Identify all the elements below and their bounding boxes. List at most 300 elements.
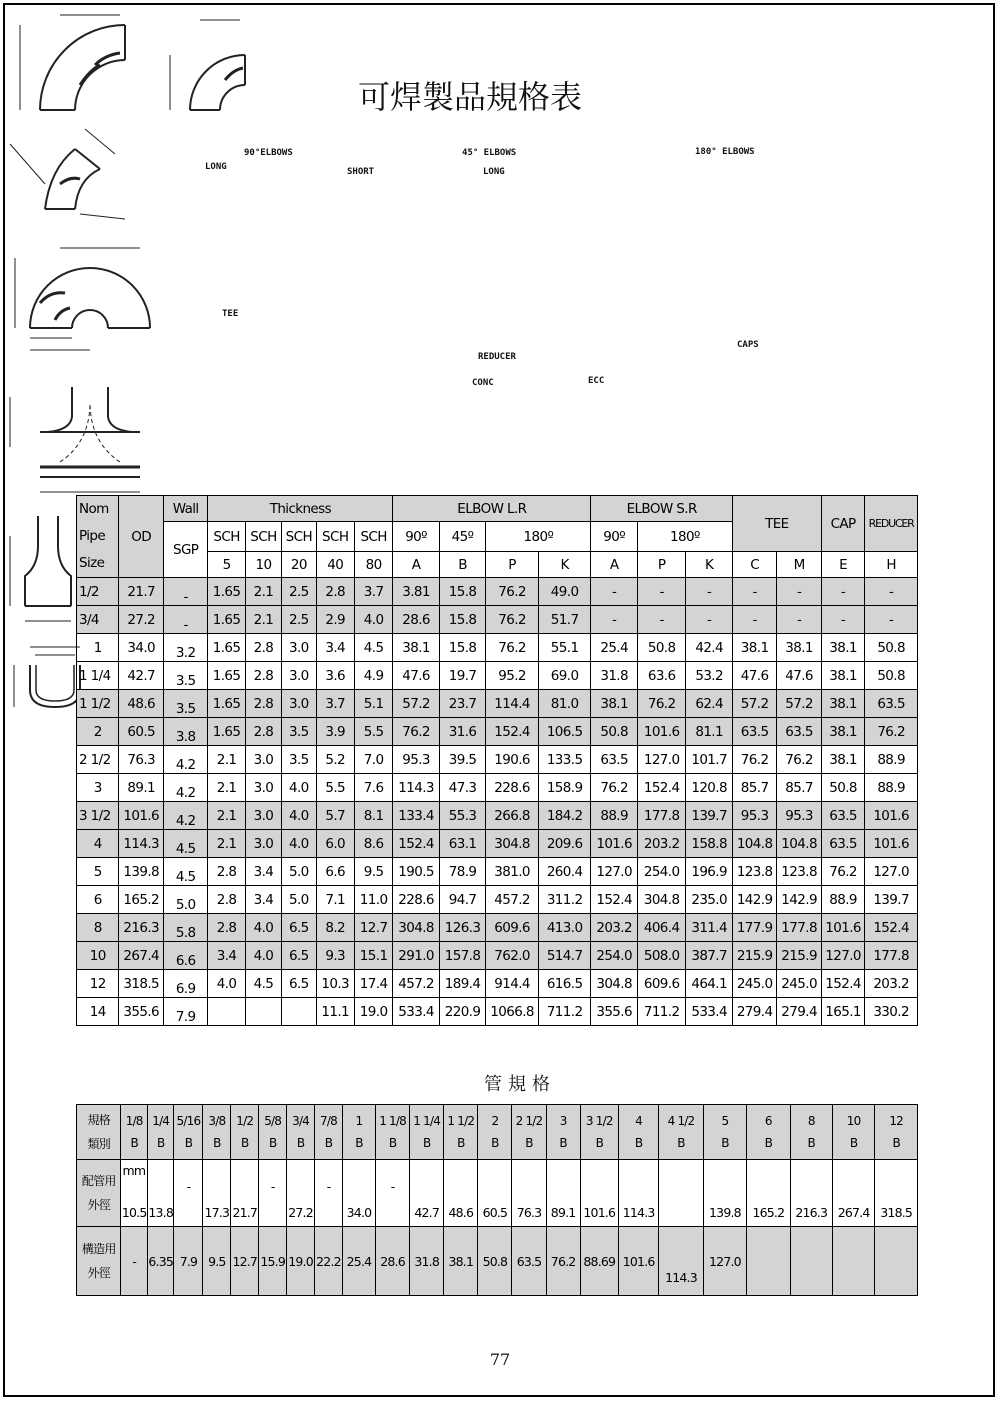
structural-od-row <box>77 1227 918 1296</box>
spec-cell: 464.1 <box>686 970 732 998</box>
od-header: OD <box>119 496 163 578</box>
spec-cell: 5.1 <box>354 690 392 718</box>
spec-cell: 95.2 <box>486 662 539 690</box>
spec-cell: 6.9 <box>163 970 207 998</box>
spec-cell: 304.8 <box>591 970 637 998</box>
spec-cell: 254.0 <box>637 858 686 886</box>
spec-cell: 152.4 <box>591 886 637 914</box>
pipe-size-cell: 6 <box>77 886 119 914</box>
spec-cell: 38.1 <box>591 690 637 718</box>
spec-cell: 55.3 <box>439 802 485 830</box>
structural-od-cell: 6.35 <box>147 1227 174 1296</box>
spec-cell: 215.9 <box>732 942 776 970</box>
structural-od-cell: 12.7 <box>231 1227 259 1296</box>
wall-header: Wall <box>163 496 207 522</box>
spec-cell: 304.8 <box>637 886 686 914</box>
spec-cell: 165.1 <box>821 998 864 1026</box>
spec-cell: 19.0 <box>354 998 392 1026</box>
piping-od-cell: 21.7 <box>231 1160 259 1227</box>
spec-cell: 152.4 <box>865 914 918 942</box>
spec-cell: 3.6 <box>316 662 354 690</box>
spec-cell: 203.2 <box>865 970 918 998</box>
spec-cell: 38.1 <box>821 634 864 662</box>
spec-cell: 9.5 <box>354 858 392 886</box>
spec-cell: 78.9 <box>439 858 485 886</box>
spec-cell: 267.4 <box>119 942 163 970</box>
spec-cell: 38.1 <box>777 634 821 662</box>
spec-cell: 165.2 <box>119 886 163 914</box>
spec-cell: 209.6 <box>538 830 591 858</box>
spec-cell: 101.6 <box>821 914 864 942</box>
sch-20: 20 <box>282 552 316 578</box>
spec-cell: 88.9 <box>591 802 637 830</box>
spec-cell: 120.8 <box>686 774 732 802</box>
piping-od-label: 配管用 外徑 <box>77 1160 121 1227</box>
spec-cell: - <box>163 578 207 606</box>
spec-cell: 101.6 <box>865 802 918 830</box>
pipe-size-cell: 2 <box>77 718 119 746</box>
col-letter: A <box>591 552 637 578</box>
piping-od-cell: - <box>315 1160 343 1227</box>
spec-cell: 4.2 <box>163 774 207 802</box>
page-title: 可焊製品規格表 <box>357 78 582 116</box>
spec-cell: 15.8 <box>439 634 485 662</box>
spec-cell: 609.6 <box>486 914 539 942</box>
spec-cell: 3.0 <box>282 662 316 690</box>
spec-cell: 2.1 <box>208 774 245 802</box>
structural-od-cell: 7.9 <box>174 1227 203 1296</box>
spec-cell: 279.4 <box>732 998 776 1026</box>
pipe-size-cell: 2 1/2 <box>77 746 119 774</box>
pipe-size-header: 5/16 B <box>174 1105 203 1160</box>
spec-cell: 94.7 <box>439 886 485 914</box>
spec-cell: 11.0 <box>354 886 392 914</box>
structural-od-cell: - <box>121 1227 148 1296</box>
spec-cell: 63.5 <box>821 802 864 830</box>
sch-header: SCH <box>316 522 354 552</box>
structural-od-cell: 15.9 <box>259 1227 287 1296</box>
spec-row <box>77 830 918 858</box>
spec-cell: - <box>637 606 686 634</box>
spec-cell: 38.1 <box>821 662 864 690</box>
spec-cell: - <box>777 578 821 606</box>
spec-cell: 2.9 <box>316 606 354 634</box>
spec-cell: 5.7 <box>316 802 354 830</box>
spec-cell: 1.65 <box>208 606 245 634</box>
piping-od-cell <box>659 1160 703 1227</box>
spec-cell: 3.4 <box>245 886 281 914</box>
spec-cell: 1.65 <box>208 662 245 690</box>
spec-cell: 104.8 <box>732 830 776 858</box>
spec-cell: 76.2 <box>591 774 637 802</box>
col-letter: K <box>686 552 732 578</box>
spec-cell: 2.8 <box>316 578 354 606</box>
spec-cell: 457.2 <box>393 970 439 998</box>
spec-cell: 76.2 <box>393 718 439 746</box>
spec-cell: 63.1 <box>439 830 485 858</box>
elbow45-long-label: LONG <box>483 167 505 177</box>
spec-cell: 2.8 <box>245 662 281 690</box>
elbow90-long-label: LONG <box>205 162 227 172</box>
spec-row <box>77 802 918 830</box>
spec-cell: 2.8 <box>245 634 281 662</box>
structural-od-cell <box>832 1227 874 1296</box>
pipe-size-header: 1/8 B <box>121 1105 148 1160</box>
spec-cell: 711.2 <box>637 998 686 1026</box>
spec-cell: 31.6 <box>439 718 485 746</box>
spec-cell: 245.0 <box>732 970 776 998</box>
sr-180-header: 180º <box>637 522 732 552</box>
spec-cell: 76.2 <box>486 578 539 606</box>
spec-cell: 4.5 <box>245 970 281 998</box>
spec-cell: 216.3 <box>119 914 163 942</box>
spec-cell: 85.7 <box>732 774 776 802</box>
spec-cell: 711.2 <box>538 998 591 1026</box>
pipe-size-header: 10 B <box>832 1105 874 1160</box>
structural-od-cell: 76.2 <box>546 1227 580 1296</box>
thickness-header: Thickness <box>208 496 393 522</box>
spec-cell: 38.1 <box>821 746 864 774</box>
spec-cell: 34.0 <box>119 634 163 662</box>
pipe-size-cell: 14 <box>77 998 119 1026</box>
spec-cell: 5.0 <box>163 886 207 914</box>
spec-cell: 355.6 <box>591 998 637 1026</box>
piping-od-cell: 267.4 <box>832 1160 874 1227</box>
col-letter: C <box>732 552 776 578</box>
pipe-size-header: 6 B <box>747 1105 790 1160</box>
spec-cell: 3.5 <box>282 718 316 746</box>
spec-cell: 51.7 <box>538 606 591 634</box>
spec-cell: 47.6 <box>732 662 776 690</box>
piping-od-cell: 13.8 <box>147 1160 174 1227</box>
spec-cell: 60.5 <box>119 718 163 746</box>
structural-od-cell: 19.0 <box>287 1227 315 1296</box>
spec-cell: 235.0 <box>686 886 732 914</box>
spec-cell: 139.7 <box>686 802 732 830</box>
structural-od-cell: 88.69 <box>580 1227 618 1296</box>
spec-cell: 514.7 <box>538 942 591 970</box>
spec-cell: 89.1 <box>119 774 163 802</box>
spec-cell: 104.8 <box>777 830 821 858</box>
spec-row <box>77 942 918 970</box>
piping-od-cell: 27.2 <box>287 1160 315 1227</box>
spec-cell: 50.8 <box>865 662 918 690</box>
col-letter: H <box>865 552 918 578</box>
spec-cell: 1.65 <box>208 690 245 718</box>
spec-cell: 101.7 <box>686 746 732 774</box>
spec-cell: 4.5 <box>354 634 392 662</box>
spec-cell: 10.3 <box>316 970 354 998</box>
spec-cell: 142.9 <box>732 886 776 914</box>
pipe-size-header: 5 B <box>703 1105 746 1160</box>
spec-cell: 457.2 <box>486 886 539 914</box>
pipe-size-header: 3/4 B <box>287 1105 315 1160</box>
structural-od-cell: 31.8 <box>410 1227 444 1296</box>
spec-cell: 49.0 <box>538 578 591 606</box>
spec-cell: - <box>821 578 864 606</box>
spec-cell: 114.3 <box>119 830 163 858</box>
spec-cell: 63.5 <box>821 830 864 858</box>
spec-cell: 330.2 <box>865 998 918 1026</box>
lr-90-header: 90º <box>393 522 439 552</box>
spec-cell <box>208 998 245 1026</box>
elbow45-title: 45° ELBOWS <box>462 148 517 158</box>
sch-80: 80 <box>354 552 392 578</box>
pipe-size-cell: 10 <box>77 942 119 970</box>
pipe-size-header: 3 B <box>546 1105 580 1160</box>
spec-cell: 177.9 <box>732 914 776 942</box>
spec-cell: 196.9 <box>686 858 732 886</box>
piping-od-cell: 318.5 <box>875 1160 918 1227</box>
pipe-spec-title: 管規格 <box>484 1074 556 1095</box>
structural-od-cell <box>790 1227 832 1296</box>
pipe-size-cell: 3/4 <box>77 606 119 634</box>
pipe-size-header: 3 1/2 B <box>580 1105 618 1160</box>
spec-row <box>77 578 918 606</box>
elbow90-title: 90°ELBOWS <box>244 148 293 158</box>
spec-cell: - <box>163 606 207 634</box>
spec-cell: 139.8 <box>119 858 163 886</box>
sch-header: SCH <box>208 522 245 552</box>
lr-45-header: 45º <box>439 522 485 552</box>
spec-cell: 50.8 <box>637 634 686 662</box>
spec-cell: 2.5 <box>282 606 316 634</box>
spec-cell: 81.0 <box>538 690 591 718</box>
col-letter: P <box>637 552 686 578</box>
sgp-header: SGP <box>163 522 207 578</box>
spec-cell: 123.8 <box>732 858 776 886</box>
spec-cell: 190.6 <box>486 746 539 774</box>
spec-cell: 85.7 <box>777 774 821 802</box>
spec-cell: 228.6 <box>393 886 439 914</box>
spec-cell: 4.0 <box>282 802 316 830</box>
pipe-size-cell: 8 <box>77 914 119 942</box>
sr-90-header: 90º <box>591 522 637 552</box>
spec-cell: 114.3 <box>393 774 439 802</box>
spec-row <box>77 606 918 634</box>
spec-cell: 5.5 <box>354 718 392 746</box>
structural-od-cell <box>875 1227 918 1296</box>
spec-cell: 76.2 <box>486 606 539 634</box>
spec-cell: 3.0 <box>245 746 281 774</box>
spec-cell: 3.2 <box>163 634 207 662</box>
reducer-conc-label: CONC <box>472 378 494 388</box>
pipe-spec-table <box>76 1104 918 1296</box>
cap-header: CAP <box>821 496 864 552</box>
spec-cell: 3.0 <box>245 802 281 830</box>
spec-cell: 50.8 <box>821 774 864 802</box>
spec-cell: 57.2 <box>393 690 439 718</box>
spec-cell: 7.1 <box>316 886 354 914</box>
spec-cell: - <box>686 578 732 606</box>
pipe-size-header: 1 1/8 B <box>376 1105 410 1160</box>
spec-cell: 88.9 <box>865 746 918 774</box>
spec-row <box>77 746 918 774</box>
structural-od-cell: 25.4 <box>342 1227 375 1296</box>
spec-cell: 6.0 <box>316 830 354 858</box>
spec-cell: - <box>686 606 732 634</box>
spec-cell: 8.1 <box>354 802 392 830</box>
col-letter: M <box>777 552 821 578</box>
spec-cell: 266.8 <box>486 802 539 830</box>
spec-cell: 39.5 <box>439 746 485 774</box>
caps-title: CAPS <box>737 340 759 350</box>
spec-row <box>77 718 918 746</box>
spec-cell: 203.2 <box>591 914 637 942</box>
spec-cell: 533.4 <box>393 998 439 1026</box>
spec-cell: 7.0 <box>354 746 392 774</box>
spec-cell: 63.6 <box>637 662 686 690</box>
spec-cell: 190.5 <box>393 858 439 886</box>
spec-cell: 4.2 <box>163 746 207 774</box>
spec-cell: 15.8 <box>439 578 485 606</box>
spec-cell: 189.4 <box>439 970 485 998</box>
piping-od-cell: 89.1 <box>546 1160 580 1227</box>
spec-cell: 508.0 <box>637 942 686 970</box>
spec-cell: 5.0 <box>282 858 316 886</box>
spec-cell: 2.5 <box>282 578 316 606</box>
spec-cell: - <box>591 606 637 634</box>
nom-pipe-size-header: Nom Pipe Size <box>77 496 119 578</box>
sch-10: 10 <box>245 552 281 578</box>
sch-header: SCH <box>354 522 392 552</box>
spec-cell: 158.9 <box>538 774 591 802</box>
spec-cell: 2.8 <box>208 914 245 942</box>
spec-cell: 4.0 <box>282 830 316 858</box>
spec-cell: 76.2 <box>486 634 539 662</box>
spec-cell: 6.5 <box>282 970 316 998</box>
spec-cell: 25.4 <box>591 634 637 662</box>
spec-row <box>77 998 918 1026</box>
piping-od-cell: 42.7 <box>410 1160 444 1227</box>
spec-cell: 15.1 <box>354 942 392 970</box>
spec-cell: 2.8 <box>245 690 281 718</box>
spec-cell: 114.4 <box>486 690 539 718</box>
structural-od-cell: 9.5 <box>203 1227 231 1296</box>
tee-title: TEE <box>222 309 239 319</box>
pipe-size-cell: 4 <box>77 830 119 858</box>
tee-header: TEE <box>732 496 821 552</box>
spec-cell: 177.8 <box>637 802 686 830</box>
spec-cell: 127.0 <box>821 942 864 970</box>
spec-cell: 5.8 <box>163 914 207 942</box>
structural-od-cell: 38.1 <box>444 1227 478 1296</box>
lr-180-header: 180º <box>486 522 591 552</box>
spec-cell: 47.6 <box>777 662 821 690</box>
pipe-size-header: 2 B <box>478 1105 512 1160</box>
spec-cell: 3.9 <box>316 718 354 746</box>
spec-cell: 127.0 <box>591 858 637 886</box>
spec-cell: 139.7 <box>865 886 918 914</box>
spec-cell: 158.8 <box>686 830 732 858</box>
spec-cell: 4.0 <box>245 914 281 942</box>
pipe-size-header: 1/2 B <box>231 1105 259 1160</box>
spec-cell: 413.0 <box>538 914 591 942</box>
spec-cell: 3.7 <box>354 578 392 606</box>
spec-row <box>77 970 918 998</box>
spec-cell: 914.4 <box>486 970 539 998</box>
spec-cell: 381.0 <box>486 858 539 886</box>
pipe-size-header: 8 B <box>790 1105 832 1160</box>
spec-table-body <box>77 578 918 1026</box>
spec-cell: 254.0 <box>591 942 637 970</box>
spec-cell <box>282 998 316 1026</box>
spec-cell: 2.8 <box>208 886 245 914</box>
structural-od-label: 構造用 外徑 <box>77 1227 121 1296</box>
pipe-size-cell: 12 <box>77 970 119 998</box>
piping-od-cell: - <box>376 1160 410 1227</box>
spec-cell: 48.6 <box>119 690 163 718</box>
spec-cell: 2.1 <box>245 606 281 634</box>
spec-cell: 12.7 <box>354 914 392 942</box>
spec-cell: 1.65 <box>208 718 245 746</box>
elbow-lr-header: ELBOW L.R <box>393 496 591 522</box>
spec-cell: 23.7 <box>439 690 485 718</box>
piping-od-cell: - <box>259 1160 287 1227</box>
piping-od-cell: 139.8 <box>703 1160 746 1227</box>
piping-od-cell: 76.3 <box>512 1160 546 1227</box>
spec-cell: 533.4 <box>686 998 732 1026</box>
pipe-od-row <box>77 1160 918 1227</box>
structural-od-cell: 63.5 <box>512 1227 546 1296</box>
spec-cell: 3.5 <box>282 746 316 774</box>
spec-cell: 81.1 <box>686 718 732 746</box>
spec-cell: 311.4 <box>686 914 732 942</box>
spec-cell: 76.2 <box>732 746 776 774</box>
spec-cell: - <box>777 606 821 634</box>
spec-cell: 133.4 <box>393 802 439 830</box>
spec-cell: 157.8 <box>439 942 485 970</box>
spec-cell: 318.5 <box>119 970 163 998</box>
piping-od-cell: mm 10.5 <box>121 1160 148 1227</box>
spec-cell: 17.4 <box>354 970 392 998</box>
spec-cell: - <box>732 578 776 606</box>
pipe-size-cell: 3 <box>77 774 119 802</box>
spec-cell: 355.6 <box>119 998 163 1026</box>
spec-cell: 95.3 <box>732 802 776 830</box>
spec-cell: 3.81 <box>393 578 439 606</box>
spec-row <box>77 914 918 942</box>
spec-cell: 3.5 <box>163 662 207 690</box>
structural-od-cell: 127.0 <box>703 1227 746 1296</box>
spec-cell: 63.5 <box>591 746 637 774</box>
pipe-size-header: 1 1/2 B <box>444 1105 478 1160</box>
col-letter: P <box>486 552 539 578</box>
spec-cell: - <box>865 578 918 606</box>
spec-cell: 88.9 <box>821 886 864 914</box>
spec-cell: 4.0 <box>245 942 281 970</box>
spec-cell: 6.5 <box>282 914 316 942</box>
spec-cell: 63.5 <box>732 718 776 746</box>
spec-cell: 152.4 <box>486 718 539 746</box>
sch-40: 40 <box>316 552 354 578</box>
spec-cell: 133.5 <box>538 746 591 774</box>
spec-cell: 101.6 <box>637 718 686 746</box>
unit-mm: mm <box>122 1163 146 1178</box>
spec-cell: 387.7 <box>686 942 732 970</box>
spec-cell: 50.8 <box>591 718 637 746</box>
spec-cell: 76.2 <box>777 746 821 774</box>
pipe-size-header: 1 B <box>342 1105 375 1160</box>
spec-cell: 5.5 <box>316 774 354 802</box>
spec-cell: 76.2 <box>865 718 918 746</box>
spec-cell: 1066.8 <box>486 998 539 1026</box>
elbow180-title: 180° ELBOWS <box>695 147 755 157</box>
spec-cell: 9.3 <box>316 942 354 970</box>
spec-cell: 7.9 <box>163 998 207 1026</box>
pipe-size-cell: 1 1/2 <box>77 690 119 718</box>
spec-cell: 228.6 <box>486 774 539 802</box>
